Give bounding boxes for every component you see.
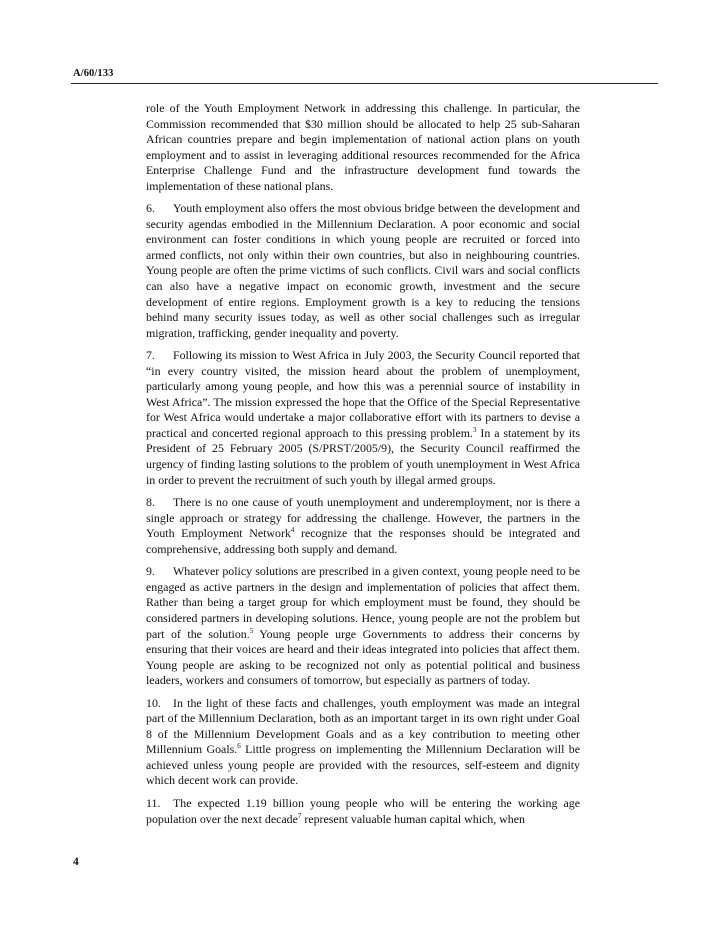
document-symbol: A/60/133 (73, 68, 114, 79)
paragraph-text: role of the Youth Employment Network in addressing this challenge. In particular, the Commission recommended that $30 million should be allocated to help 25 sub-Saharan African countries prepare and begin implementation of national action plans on youth employment and to assist in leveraging additional resources recommended for the Africa Enterprise Challenge Fund and the infrastructure development fund towards the implementation of these national plans. (146, 101, 580, 193)
page-number: 4 (73, 856, 79, 868)
paragraph-text: In the light of these facts and challenges, youth employment was made an integral part of the Millennium Declaration, both as an important target in its own right under Goal 8 of the Millennium Development Goals and as a key contribution to meeting other Millennium Goals. (146, 695, 580, 757)
paragraph-11 (146, 796, 580, 827)
footnote-ref[interactable]: 7 (297, 811, 302, 820)
paragraph-text: The expected 1.19 billion young people who will be entering the working age population over the next decade (146, 795, 580, 826)
footnote-ref[interactable]: 6 (237, 742, 241, 751)
paragraph-number: 11. (146, 795, 161, 810)
body-text (146, 101, 580, 834)
paragraph-text: Whatever policy solutions are prescribed in a given context, young people need to be engaged as active partners in the design and implementation of policies that affect them. Rather than being a target group for which employment must be found, they should be considered partners in developing solutions. Hence, young people are not the problem but part of the solution. (146, 564, 580, 641)
footnote-ref[interactable]: 5 (249, 626, 254, 635)
paragraph-number: 10. (146, 695, 161, 710)
paragraph-number: 8. (146, 495, 155, 510)
header-rule (71, 83, 658, 84)
paragraph-number: 6. (146, 201, 155, 216)
paragraph-10 (146, 696, 580, 789)
paragraph-9 (146, 564, 580, 688)
paragraph-text: Following its mission to West Africa in July 2003, the Security Council reported that “in every country visited, the mission heard about the problem of unemployment, particularly among young people, and how this was a perennial source of instability in West Africa”. The mission expressed the hope that the Office of the Special Representative for West Africa would undertake a major collaborative effort with its partners to devise a practical and concerted regional approach to this pressing problem. (146, 348, 580, 440)
paragraph-text: In a statement by its President of 25 February 2005 (S/PRST/2005/9), the Security Council reaffirmed the urgency of finding lasting solutions to the problem of youth unemployment in West Africa in order to prevent the recruitment of such youth by illegal armed groups. (146, 425, 580, 487)
footnote-ref[interactable]: 4 (290, 526, 295, 535)
paragraph-text: Little progress on implementing the Millennium Declaration will be achieved unless young people are provided with the resources, self-esteem and dignity which decent work can provide. (146, 742, 580, 788)
paragraph-text: There is no one cause of youth unemployment and underemployment, nor is there a single approach or strategy for addressing the challenge. However, the partners in the Youth Employment Network (146, 495, 580, 541)
paragraph-text: recognize that the responses should be integrated and comprehensive, addressing both supply and demand. (146, 526, 580, 556)
paragraph-text: Youth employment also offers the most obvious bridge between the development and security agendas embodied in the Millennium Declaration. A poor economic and social environment can foster conditions in which young people are recruited or forced into armed conflicts, not only within their own countries, but also in neighbouring countries. Young people are often the prime victims of such conflicts. Civil wars and social conflicts can also have a negative impact on economic growth, investment and the secure development of entire regions. Employment growth is a key to reducing the tensions behind many security issues today, as well as other social challenges such as irregular migration, trafficking, gender inequality and poverty. (146, 201, 580, 340)
paragraph-8 (146, 495, 580, 557)
paragraph-continued (146, 101, 580, 194)
paragraph-number: 7. (146, 348, 155, 363)
paragraph-6 (146, 201, 580, 341)
footnote-ref[interactable]: 3 (472, 425, 477, 434)
paragraph-7 (146, 348, 580, 488)
paragraph-text: Young people urge Governments to address their concerns by ensuring that their voices are heard and their ideas integrated into policies that affect them. Young people are asking to be recognized not only as potential political and business leaders, workers and consumers of tomorrow, but especially as partners of today. (146, 626, 580, 688)
paragraph-number: 9. (146, 564, 155, 579)
paragraph-text: represent valuable human capital which, when (301, 811, 525, 826)
